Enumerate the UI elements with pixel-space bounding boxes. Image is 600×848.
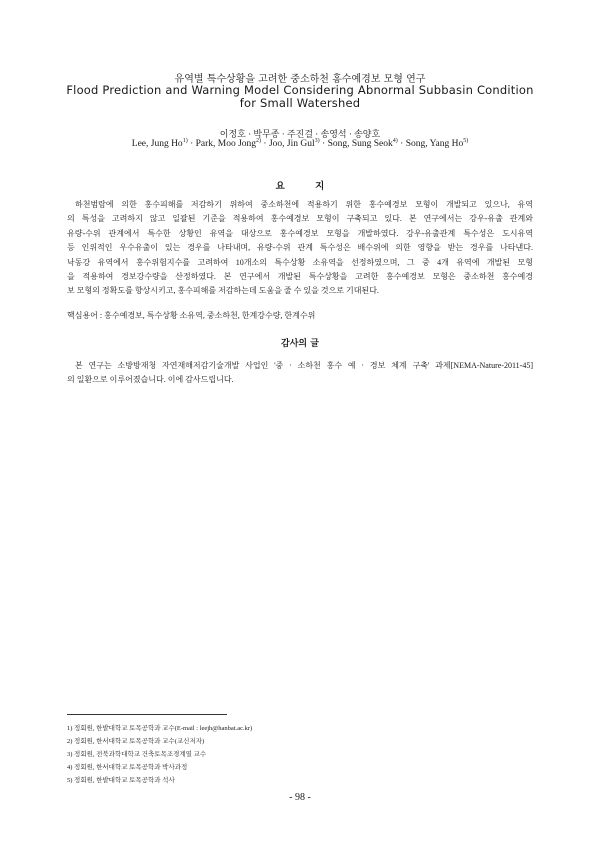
paragraph-line: 등 인위적인 우수유출이 있는 경우를 나타내며, 유량-수위 관계 특수성은 배수위에 의한 영향을 받는 경우를 나타낸다. (67, 243, 533, 253)
footnote-divider (67, 714, 227, 715)
footnote-item: 5) 정회원, 한밭대학교 토목공학과 석사 (67, 777, 175, 784)
author-footnote-mark: 2) (256, 137, 262, 144)
paragraph-line: 본 연구는 소방방재청 자연재해저감기술개발 사업인 '중 · 소하천 홍수 예 · 경보 체계 구축' 과제[NEMA-Nature-2011-45] (75, 361, 533, 370)
abstract-body (67, 198, 533, 299)
footnote-item: 4) 정회원, 한서대학교 토목공학과 박사과정 (67, 764, 188, 771)
footnote-item: 1) 정회원, 한밭대학교 토목공학과 교수(E-mail : leejh@hanbat.ac.kr) (67, 725, 253, 732)
paragraph-line: 보 모형의 정확도를 향상시키고, 홍수피해를 저감하는데 도움을 줄 수 있을 것으로 기대된다. (67, 286, 379, 296)
page-number: - 98 - (289, 792, 311, 803)
author-name: Lee, Jung Ho (131, 139, 183, 149)
author-name: Song, Yang Ho (405, 139, 464, 149)
author-name: Park, Moo Jong (195, 139, 257, 149)
acknowledgement-heading: 감사의 글 (281, 339, 319, 349)
footnotes (67, 722, 252, 787)
paragraph-line: 을 적용하여 경보강수량을 산정하였다. 본 연구에서 개발된 특수상황을 고려한 홍수예경보 모형은 중소하천 홍수예경 (67, 272, 533, 282)
author-footnote-mark: 4) (392, 137, 398, 144)
footnote-item: 2) 정회원, 한서대학교 토목공학과 교수(교신저자) (67, 738, 205, 745)
author-footnote-mark: 5) (463, 137, 469, 144)
title-english-line2: for Small Watershed (239, 96, 361, 110)
footnote-item: 3) 정회원, 전북과학대학교 건축토목조경계열 교수 (67, 751, 207, 758)
author-name: Joo, Jin Gul (268, 139, 315, 149)
author-footnote-mark: 1) (182, 137, 188, 144)
author-name: Song, Sung Seok (327, 139, 393, 149)
title-english-line1: Flood Prediction and Warning Model Considering Abnormal Subbasin Condition (66, 83, 534, 97)
author-separator: · (261, 139, 269, 149)
authors-english (0, 139, 600, 149)
paragraph-line: 의 특성을 고려하지 않고 일괄된 기준을 적용하여 홍수예경보 모형이 구축되고 있다. 본 연구에서는 강우-유출 관계와 (67, 214, 533, 224)
author-separator: · (397, 139, 406, 149)
keywords: 핵심용어 : 홍수예경보, 특수상황 소유역, 중소하천, 한계강수량, 한계수위 (67, 311, 316, 320)
paragraph-line: 의 일환으로 이루어졌습니다. 이에 감사드립니다. (67, 375, 234, 385)
paragraph-line: 하천범람에 의한 홍수피해를 저감하기 위하여 중소하천에 적용하기 위한 홍수예경보 모형이 개발되고 있으나, 유역 (75, 200, 533, 209)
abstract-heading: 요 지 (275, 182, 339, 192)
title-korean: 유역별 특수상황을 고려한 중소하천 홍수예경보 모형 연구 (174, 74, 426, 85)
acknowledgement-body (67, 359, 533, 388)
paragraph-line: 유량-수위 관계에서 특수한 상황인 유역을 대상으로 홍수예경보 모형을 개발하였다. 강우-유출관계 특수성은 도시유역 (67, 228, 533, 238)
paragraph-line: 낙동강 유역에서 홍수위험지수를 고려하여 10개소의 특수상황 소유역을 선정하였으며, 그 중 4개 유역에 개발된 모형 (67, 257, 533, 267)
author-footnote-mark: 3) (314, 137, 320, 144)
author-separator: · (319, 139, 328, 149)
author-separator: · (187, 139, 196, 149)
title-english (40, 84, 560, 110)
authors-korean: 이정호 · 박무종 · 주진걸 · 송영석 · 송양호 (219, 129, 381, 139)
